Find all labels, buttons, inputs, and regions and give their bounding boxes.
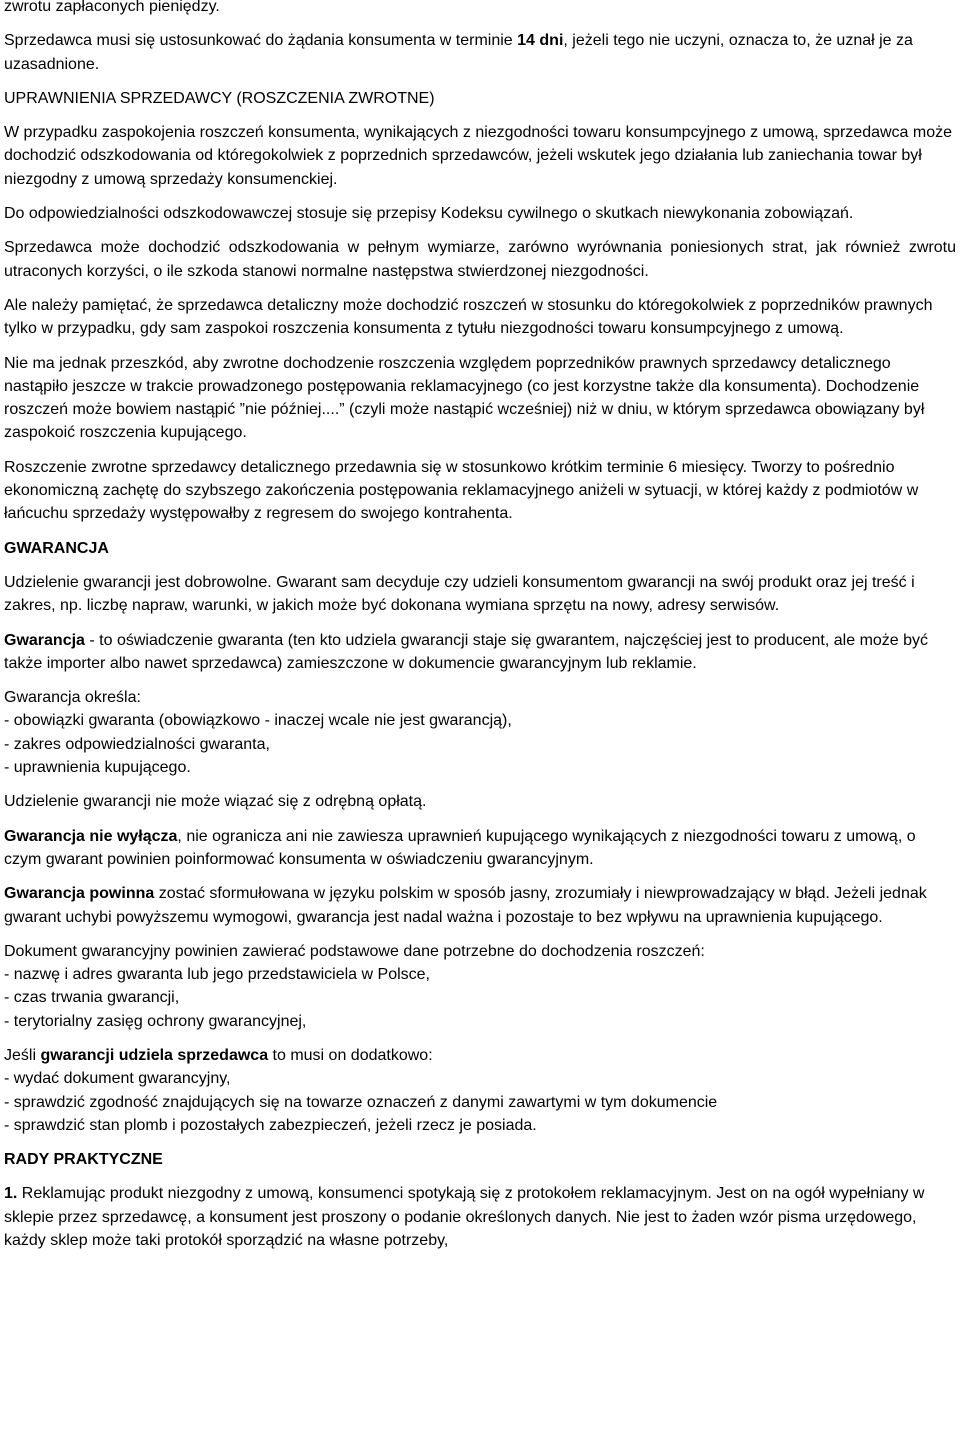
list-item: - uprawnienia kupującego. [4,759,191,777]
list-item: - wydać dokument gwarancyjny, [4,1070,231,1088]
heading-warranty: GWARANCJA [4,539,109,557]
term-bold: gwarancji udziela sprzedawca [40,1046,269,1064]
paragraph-civil-code: Do odpowiedzialności odszkodowawczej stosuje się przepisy Kodeksu cywilnego o skutkach niewykonania zobowiązań. [4,205,854,223]
list-item: - obowiązki gwaranta (obowiązkowo - inaczej wcale nie jest gwarancją), [4,712,512,730]
list-item: - sprawdzić zgodność znajdujących się na towarze oznaczeń z danymi zawartymi w tym dokumencie [4,1093,718,1111]
list-seller-warranty [4,1044,956,1137]
list-intro: Gwarancja określa: [4,689,141,707]
list-item: - czas trwania gwarancji, [4,989,180,1007]
paragraph-warranty-voluntary: Udzielenie gwarancji jest dobrowolne. Gwarant sam decyduje czy udzieli konsumentom gwarancji na swój produkt oraz jej treść i zakres, np. liczbę napraw, warunki, w jakich może być dokonana wymiana sprzętu na nowy, adresy serwisów. [4,573,915,615]
term-bold: Gwarancja nie wyłącza [4,827,178,845]
paragraph-deadline [4,29,956,76]
paragraph-should-be-polish [4,882,956,929]
list-warranty-defines [4,686,956,779]
term-bold: Gwarancja powinna [4,885,155,903]
paragraph-text: , jeżeli tego nie uczyni, oznacza to, że uznał je za uzasadnione. [4,32,913,73]
list-number: 1. [4,1185,18,1203]
paragraph-warranty-definition [4,629,956,676]
paragraph-not-exclude [4,825,956,872]
paragraph-practical-1 [4,1182,956,1252]
paragraph-text: zwrotu zapłaconych pieniędzy. [4,0,220,15]
paragraph-text: Reklamując produkt niezgodny z umową, konsumenci spotykają się z protokołem reklamacyjnym. Jest on na ogół wypełniany w sklepie przez sprzedawcę, a konsument jest proszony o podanie określonych danych. Nie jest to żaden wzór pisma urzędowego, każdy sklep może taki protokół sporządzić na własne potrzeby, [4,1185,925,1250]
document-page [4,0,956,1263]
deadline-bold: 14 dni [517,32,564,50]
paragraph-full-compensation: Sprzedawca może dochodzić odszkodowania w pełnym wymiarze, zarówno wyrównania poniesionych strat, jak również zwrotu utraconych korzyści, o ile szkoda stanowi normalne następstwa stwierdzonej niezgodności. [4,239,956,280]
paragraph-seller-compensation: W przypadku zaspokojenia roszczeń konsumenta, wynikających z niezgodności towaru konsumpcyjnego z umową, sprzedawca może dochodzić odszkodowania od któregokolwiek z poprzednich sprzedawców, jeżeli wskutek jego działania lub zaniechania towar był niezgodny z umową sprzedaży konsumenckiej. [4,124,953,188]
list-intro [4,1044,956,1067]
paragraph-text: zostać sformułowana w języku polskim w sposób jasny, zrozumiały i niewprowadzający w błąd. Jeżeli jednak gwarant uchybi powyższemu wymogowi, gwarancja jest nadal ważna i pozostaje to bez wpływu na uprawnienia kupującego. [4,885,927,926]
list-item: - zakres odpowiedzialności gwaranta, [4,735,270,753]
list-intro: Dokument gwarancyjny powinien zawierać podstawowe dane potrzebne do dochodzenia roszczeń: [4,942,705,960]
paragraph-recourse-timing: Nie ma jednak przeszkód, aby zwrotne dochodzenie roszczenia względem poprzedników prawnych sprzedawcy detalicznego nastąpiło jeszcze w trakcie prowadzonego postępowania reklamacyjnego (co jest korzystne także dla konsumenta). Dochodzenie roszczeń może bowiem nastąpić ”nie później....” (czyli może nastąpić wcześniej) niż w dniu, w którym sprzedawca obowiązany był zaspokoić roszczenia kupującego. [4,354,925,442]
list-item: - sprawdzić stan plomb i pozostałych zabezpieczeń, jeżeli rzecz je posiada. [4,1116,537,1134]
paragraph-refund-end [4,0,956,18]
paragraph-text: Jeśli [4,1046,41,1064]
paragraph-text: - to oświadczenie gwaranta (ten kto udziela gwarancji staje się gwarantem, najczęściej jest to producent, ale może być także importer albo nawet sprzedawca) zamieszczone w dokumencie gwarancyjnym lub reklamie. [4,631,929,672]
paragraph-text: , nie ogranicza ani nie zawiesza uprawnień kupującego wynikających z niezgodności towaru z umową, o czym gwarant powinien poinformować konsumenta w oświadczeniu gwarancyjnym. [4,827,916,868]
list-item: - terytorialny zasięg ochrony gwarancyjnej, [4,1012,307,1030]
paragraph-text: Sprzedawca musi się ustosunkować do żądania konsumenta w terminie [4,32,518,50]
heading-practical-tips: RADY PRAKTYCZNE [4,1151,163,1169]
paragraph-no-fee: Udzielenie gwarancji nie może wiązać się z odrębną opłatą. [4,793,427,811]
heading-seller-rights: UPRAWNIENIA SPRZEDAWCY (ROSZCZENIA ZWROTNE) [4,89,435,107]
paragraph-text: to musi on dodatkowo: [268,1046,433,1064]
list-document-contents [4,940,956,1033]
term-bold: Gwarancja [4,631,85,649]
list-item: - nazwę i adres gwaranta lub jego przedstawiciela w Polsce, [4,966,430,984]
paragraph-limitation-period: Roszczenie zwrotne sprzedawcy detalicznego przedawnia się w stosunkowo krótkim terminie 6 miesięcy. Tworzy to pośrednio ekonomiczną zachętę do szybszego zakończenia postępowania reklamacyjnego aniżeli w sytuacji, w której każdy z podmiotów w łańcuchu sprzedaży występowałby z regresem do swojego kontrahenta. [4,458,919,523]
paragraph-retailer-claims: Ale należy pamiętać, że sprzedawca detaliczny może dochodzić roszczeń w stosunku do któregokolwiek z poprzedników prawnych tylko w przypadku, gdy sam zaspokoi roszczenia konsumenta z tytułu niezgodności towaru konsumpcyjnego z umową. [4,296,933,338]
